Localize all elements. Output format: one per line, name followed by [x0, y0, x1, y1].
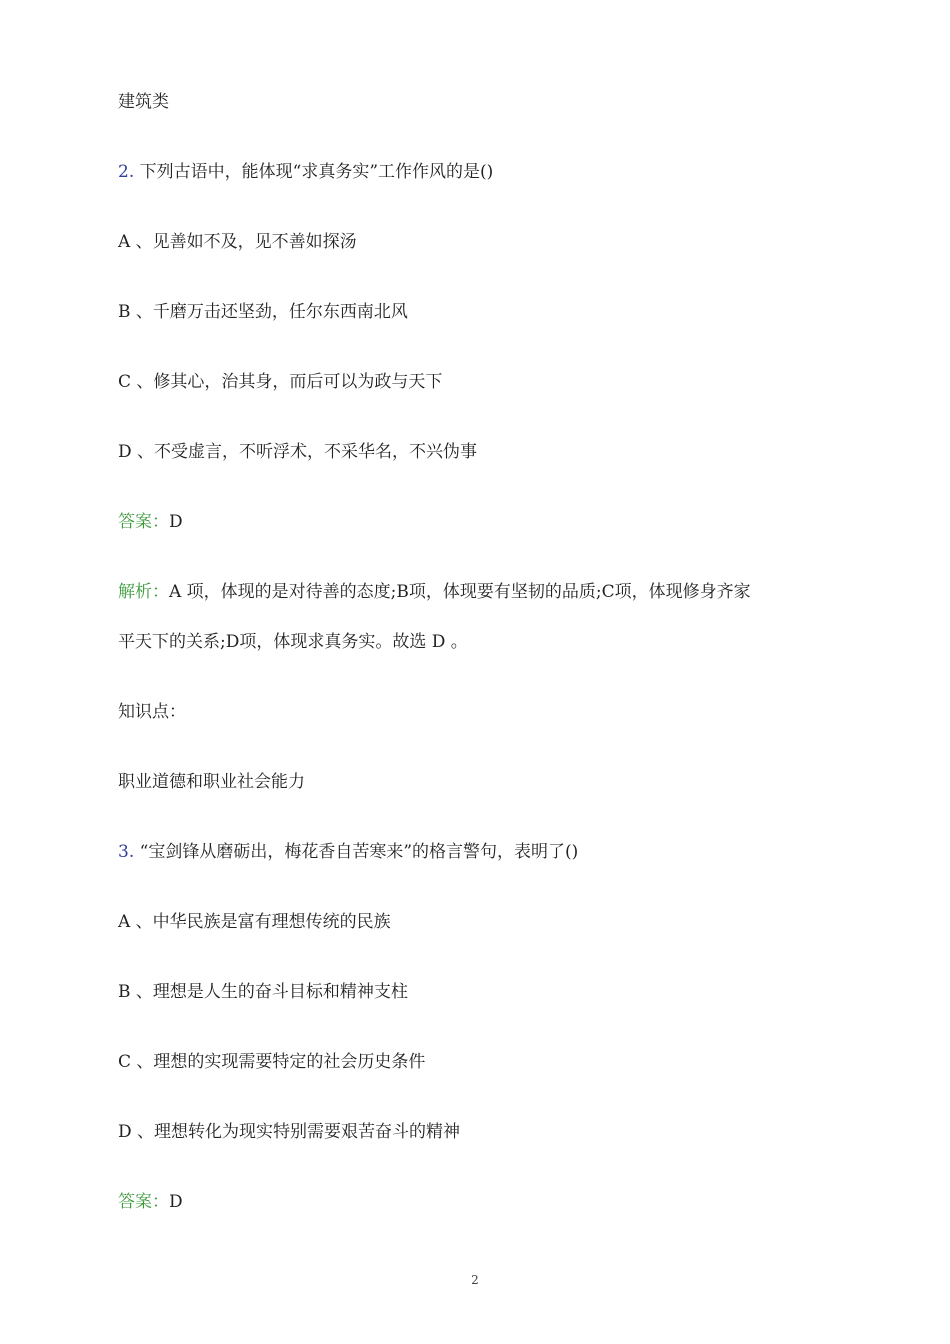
analysis-line-1	[118, 582, 751, 602]
question-number: 2.	[118, 162, 135, 182]
question-2-stem	[118, 162, 493, 182]
question-text: “宝剑锋从磨砺出，梅花香自苦寒来”的格言警句，表明了()	[139, 842, 579, 862]
option-c: C 、理想的实现需要特定的社会历史条件	[118, 1052, 426, 1072]
page-number: 2	[471, 1273, 479, 1287]
option-d: D 、理想转化为现实特别需要艰苦奋斗的精神	[118, 1122, 461, 1142]
question-text: 下列古语中，能体现“求真务实”工作作风的是()	[139, 162, 494, 182]
question-number: 3.	[118, 842, 135, 862]
option-b: B 、千磨万击还坚劲，任尔东西南北风	[118, 302, 408, 322]
knowledge-label: 知识点：	[118, 702, 186, 722]
question-3-stem	[118, 842, 578, 862]
option-a: A 、中华民族是富有理想传统的民族	[118, 912, 391, 932]
answer-label: 答案：	[118, 1192, 169, 1212]
answer-value: D	[169, 512, 183, 532]
answer-value: D	[169, 1192, 183, 1212]
knowledge-value: 职业道德和职业社会能力	[118, 772, 305, 792]
answer-label: 答案：	[118, 512, 169, 532]
option-a: A 、见善如不及，见不善如探汤	[118, 232, 357, 252]
category-text: 建筑类	[118, 92, 169, 112]
option-d: D 、不受虚言，不听浮术，不采华名，不兴伪事	[118, 442, 478, 462]
option-c: C 、修其心，治其身，而后可以为政与天下	[118, 372, 443, 392]
analysis-text: A 项，体现的是对待善的态度;B项，体现要有坚韧的品质;C项，体现修身齐家	[169, 582, 751, 602]
analysis-label: 解析：	[118, 582, 169, 602]
analysis-line-2: 平天下的关系;D项，体现求真务实。故选 D 。	[118, 632, 468, 652]
answer-line	[118, 512, 183, 532]
option-b: B 、理想是人生的奋斗目标和精神支柱	[118, 982, 408, 1002]
answer-line	[118, 1192, 183, 1212]
